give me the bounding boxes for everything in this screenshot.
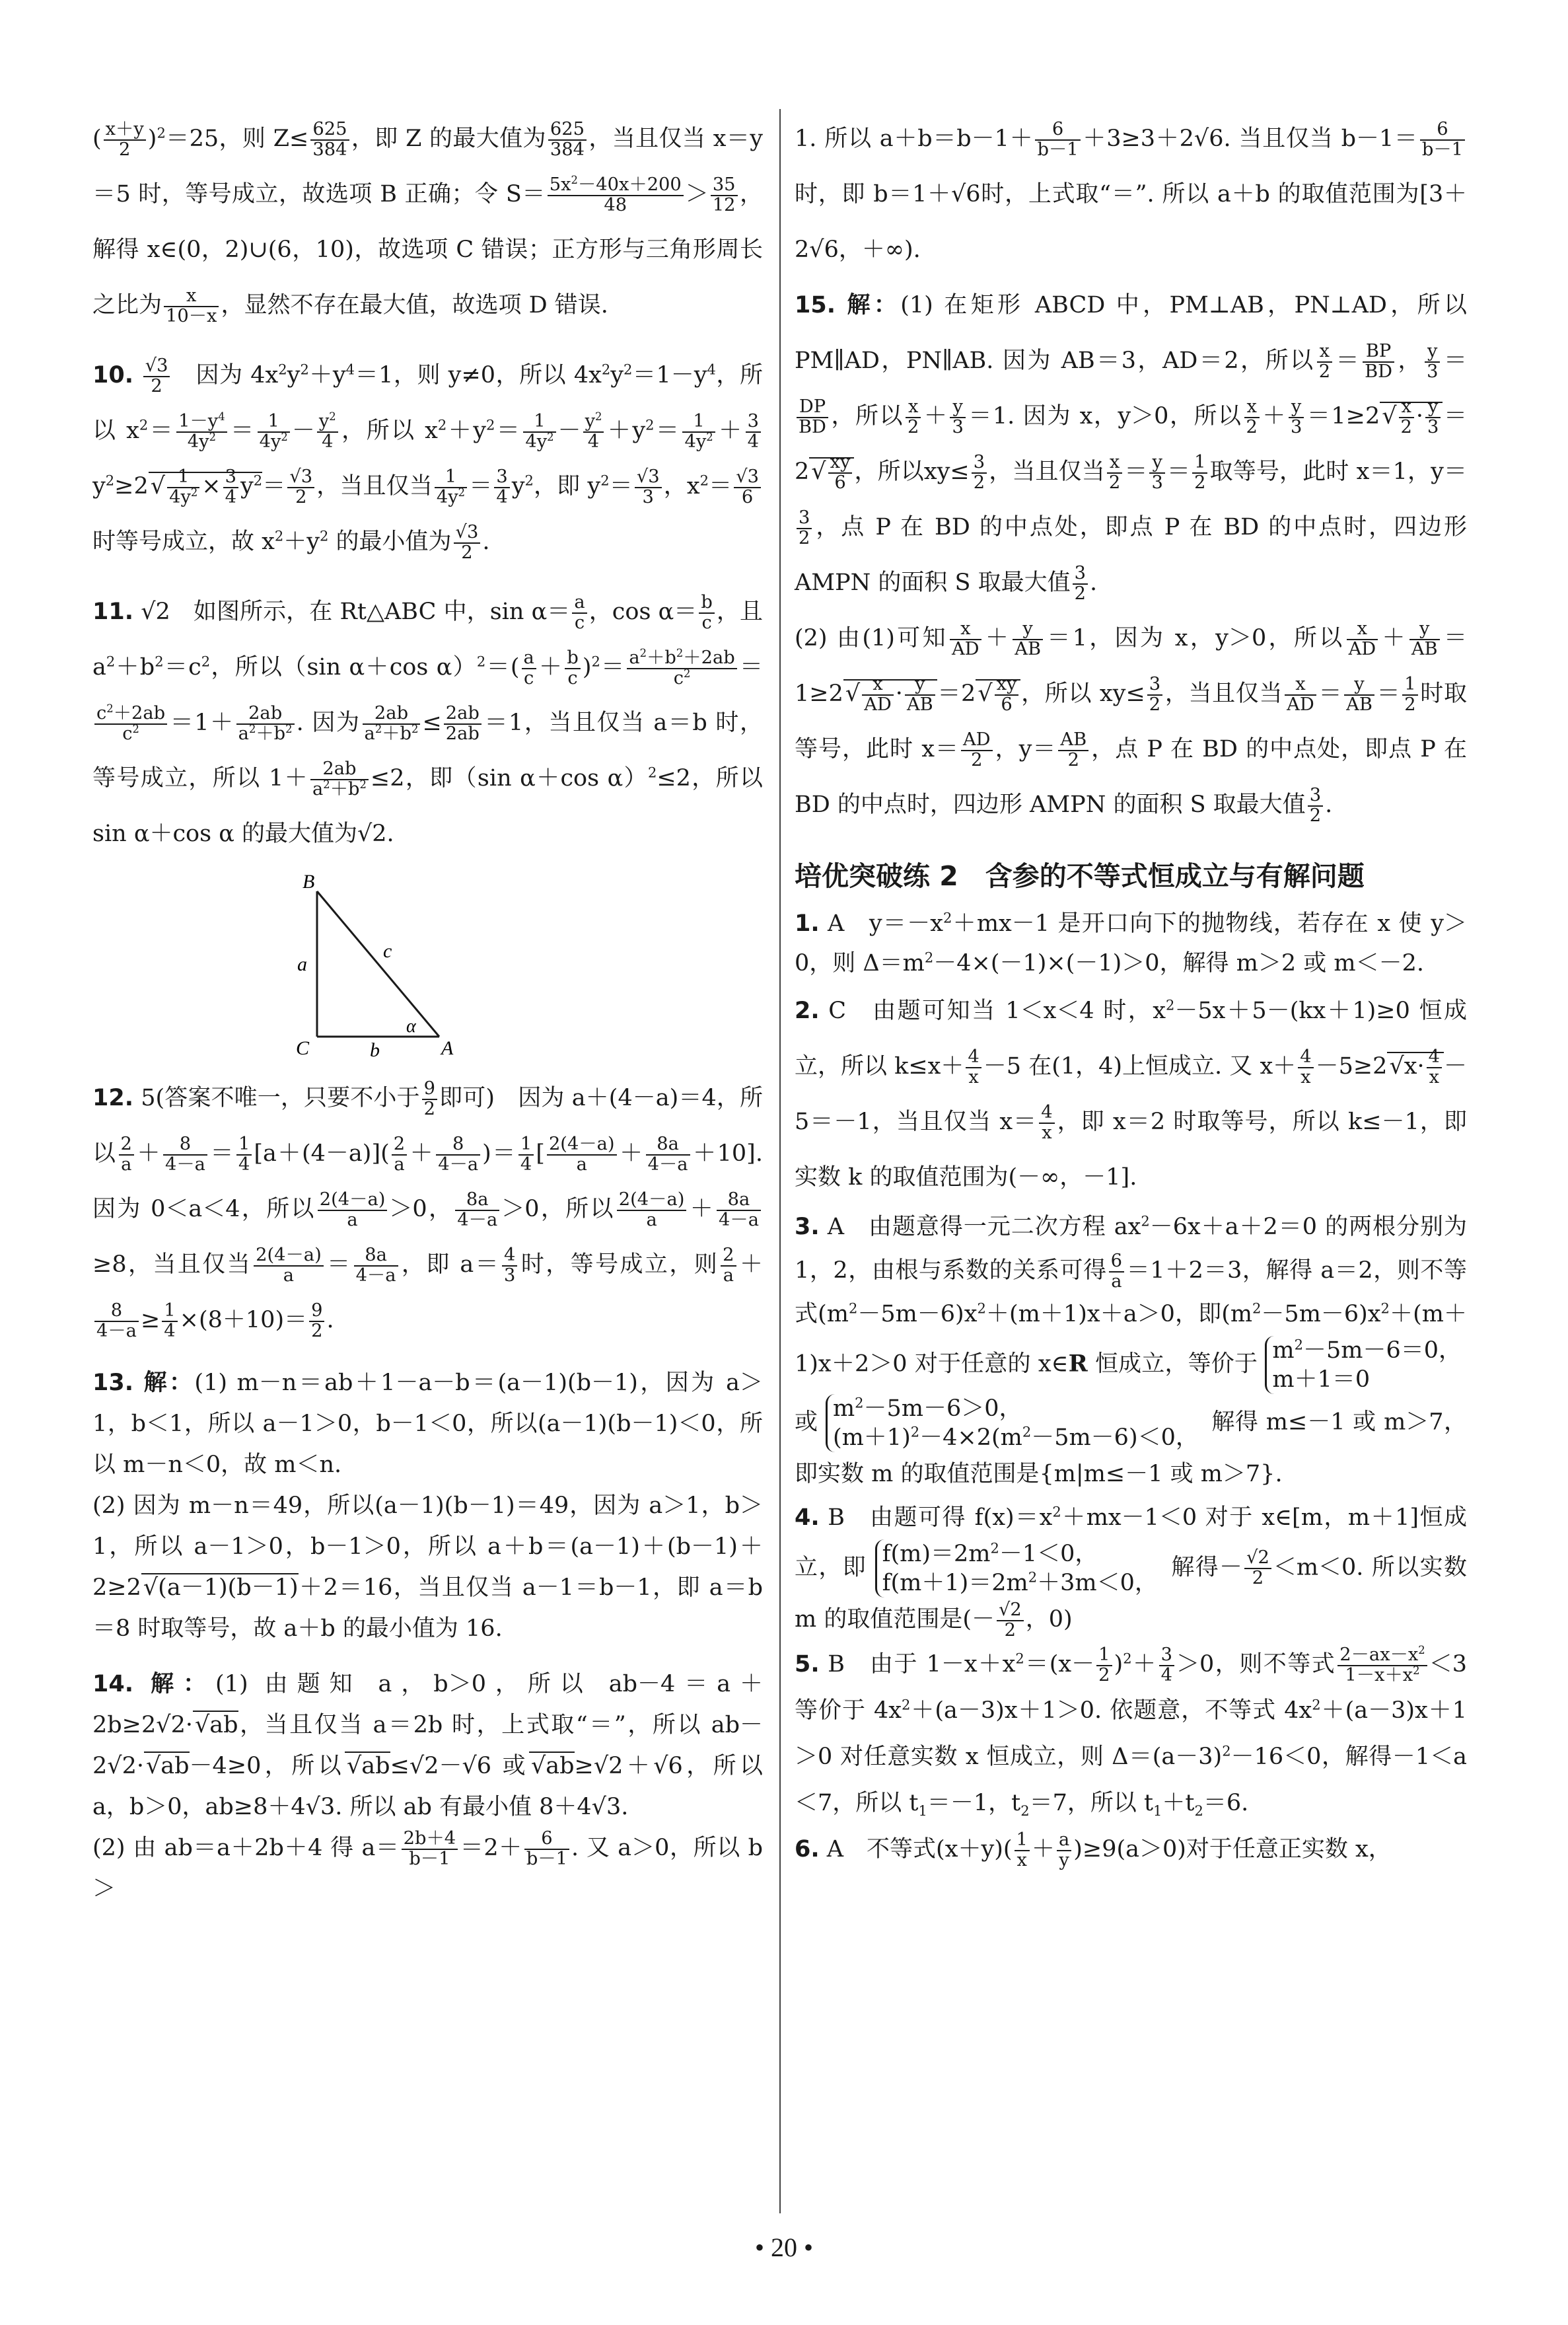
item-3: 3. A 由题意得一元二次方程 $ax^2-6x+a+2=0$ 的两根分别为 1，2，由根与系数的关系可得 $\frac{6}{a}$ ＝1＋2＝3，解得 a＝2，则不等式$(m^2-5m-6)x^2+(m+1)x+a>0$，即$(m^2-5m-6)x^2+(m+1)x+2>0$ 对于任意的 x∈R 恒成立，等价于 $m^2-5m-6=0$， m＋1＝0 或 $m^2-5m-6>0$， $(m+1)^2-4\times 2(m^2-5m-6)<0$， 解得 m≤－1 或 m＞7，即实数 m 的取值范围是{m|m≤－1 或 m＞7}. [795, 1213, 1468, 1487]
page-number: • 20 • [754, 2233, 813, 2262]
item-15: 15. 解：(1) 在矩形 ABCD 中，PM⊥AB，PN⊥AD，所以 PM∥AD，PN∥AB. 因为 AB＝3，AD＝2，所以 $\frac{x}{2}$ ＝ $\frac{BP}{BD}$ ， $\frac{y}{3}$ ＝ $\frac{DP}{BD}$ ，所以 $\frac{x}{2}$ ＋ $\frac{y}{3}$ ＝1. 因为 x，y＞0，所以 $\frac{x}{2}$ ＋ $\frac{y}{3}$ ＝1≥2√ $\frac{x}{2}$ · $\frac{y}{3}$ ＝2√ $\frac{xy}{6}$ ，所以xy≤ $\frac{3}{2}$ ，当且仅当 $\frac{x}{2}$ ＝ $\frac{y}{3}$ ＝ $\frac{1}{2}$ 取等号，此时 x＝1，y＝ $\frac{3}{2}$ ，点 P 在 BD 的中点处，即点 P 在 BD 的中点时，四边形 AMPN 的面积 S 取最大值 $\frac{3}{2}$ . (2) 由(1)可知 $\frac{x}{AD}$ ＋ $\frac{y}{AB}$ ＝1，因为 x，y＞0，所以 $\frac{x}{AD}$ ＋ $\frac{y}{AB}$ ＝1≥2√ $\frac{x}{AD}$ · $\frac{y}{AB}$ ＝2√ $\frac{xy}{6}$ ，所以 xy≤ $\frac{3}{2}$ ，当且仅当 $\frac{x}{AD}$ ＝ $\frac{y}{AB}$ ＝ $\frac{1}{2}$ 时取等号，此时 x＝ $\frac{AD}{2}$ ，y＝ $\frac{AB}{2}$ ，点 P 在 BD 的中点处，即点 P 在 BD 的中点时，四边形 AMPN 的面积 S 取最大值 $\frac{3}{2}$ . [795, 292, 1468, 826]
side-c [317, 891, 439, 1037]
label-a: a [297, 953, 307, 975]
item-5: 5. B 由于 $1-x+x^2=(x-$ $\frac{1}{2}$ )$^2$＋ $\frac{3}{4}$ ＞0，则不等式 $\frac{2-ax-x^2}{1-x+x^2}$ ＜3 等价于 $4x^2+(a-3)x+1>0$. 依题意，不等式 $4x^2+(a-3)x+1>0$ 对任意实数 x 恒成立，则 $\Delta=(a-3)^2-16<0$，解得－1＜a＜7，所以 $t_1=-1$，$t_2=7$，所以 $t_1+t_2=6$. [795, 1643, 1467, 1819]
item-6: 6. A 不等式(x＋y)( $\frac{1}{x}$ ＋ $\frac{a}{y}$ )≥9(a＞0)对于任意正实数 x， [795, 1829, 1392, 1870]
item-10: 10. $\frac{√3}{2}$ 因为 $4x^2y^2+y^4=1$，则 y≠0，所以 $4x^2y^2=1-y^4$，所以 $x^2=$ $\frac{1-y^4}{4y^2}$ ＝ $\frac{1}{4y^2}$ － $\frac{y^2}{4}$ ，所以 $x^2+y^2=$ $\frac{1}{4y^2}$ － $\frac{y^2}{4}$ $+y^2=$ $\frac{1}{4y^2}$ ＋ $\frac{3}{4}$ $y^2\ge 2√$ $\frac{1}{4y^2}$ × $\frac{3}{4}$ $y^2=$ $\frac{√3}{2}$ ，当且仅当 $\frac{1}{4y^2}$ ＝ $\frac{3}{4}$ $y^2$，即 $y^2=$ $\frac{√3}{3}$ ，$x^2=$ $\frac{√3}{6}$ 时等号成立，故 $x^2+y^2$ 的最小值为 $\frac{√3}{2}$ . [92, 355, 763, 563]
item-1: 1. A $y=-x^2+mx-1$ 是开口向下的抛物线，若存在 x 使 y＞0，则 $\Delta=m^2-4\times(-1)\times(-1)>0$，解得 m＞2 或 m＜－2. [795, 910, 1467, 977]
item-4: 4. B 由题可得 $f(x)=x^2+mx-1<0$ 对于 x∈[m，m＋1]恒成立，即 $f(m)=2m^2-1<0$， $f(m+1)=2m^2+3m<0$， 解得－ $\frac{√2}{2}$ ＜m＜0. 所以实数 m 的取值范围是(－ $\frac{√2}{2}$ ，0) [795, 1504, 1467, 1641]
section-title: 培优突破练 2 含参的不等式恒成立与有解问题 [795, 860, 1365, 892]
label-A: A [441, 1037, 454, 1059]
left-column [92, 111, 763, 1909]
item-2: 2. C 由题可知当 1＜x＜4 时，$x^2-5x+5-(kx+1)\ge 0$ 恒成立，所以 k≤x＋ $\frac{4}{x}$ －5 在(1，4)上恒成立. 又 x＋ $\frac{4}{x}$ －5≥2√x· $\frac{4}{x}$ －5＝－1，当且仅当 x＝ $\frac{4}{x}$ ，即 x＝2 时取等号，所以 k≤－1，即实数 k 的取值范围为(－∞，－1]. [795, 997, 1467, 1191]
item-12: 12. 5(答案不唯一，只要不小于 $\frac{9}{2}$ 即可) 因为 a＋(4－a)＝4，所以 $\frac{2}{a}$ ＋ $\frac{8}{4-a}$ ＝ $\frac{1}{4}$ [a＋(4－a)]( $\frac{2}{a}$ ＋ $\frac{8}{4-a}$ )＝ $\frac{1}{4}$ [ $\frac{2(4-a)}{a}$ ＋ $\frac{8a}{4-a}$ ＋10]. 因为 0＜a＜4，所以 $\frac{2(4-a)}{a}$ ＞0， $\frac{8a}{4-a}$ ＞0，所以 $\frac{2(4-a)}{a}$ ＋ $\frac{8a}{4-a}$ ≥8，当且仅当 $\frac{2(4-a)}{a}$ ＝ $\frac{8a}{4-a}$ ，即 a＝ $\frac{4}{3}$ 时，等号成立，则 $\frac{2}{a}$ ＋ $\frac{8}{4-a}$ ≥ $\frac{1}{4}$ ×(8＋10)＝ $\frac{9}{2}$ . [92, 1078, 763, 1341]
label-c: c [383, 940, 392, 962]
right-triangle-figure [291, 868, 462, 1066]
item-14: 14. 解：(1) 由题知 a，b＞0，所以 ab－4＝a＋2b≥2√2·√ab，当且仅当 a＝2b 时，上式取“＝”，所以 ab－2√2·√ab－4≥0，所以√ab≤√2－√6 或√ab≥√2＋√6，所以 a，b＞0，ab≥8＋4√3. 所以 ab 有最小值 8＋4√3. (2) 由 ab＝a＋2b＋4 得 a＝ $\frac{2b+4}{b-1}$ ＝2＋ $\frac{6}{b-1}$ . 又 a＞0，所以 b＞ [92, 1671, 764, 1903]
item-14-continued: 1. 所以 a＋b＝b－1＋ $\frac{6}{b-1}$ ＋3≥3＋2√6. 当且仅当 b－1＝ $\frac{6}{b-1}$ 时，即 b＝1＋√6时，上式取“＝”. 所以 a＋b 的取值范围为[3＋2√6，＋∞). [795, 118, 1467, 263]
label-b: b [370, 1039, 380, 1061]
item-11: 11. √2 如图所示，在 Rt△ABC 中，sin α＝ $\frac{a}{c}$ ，cos α＝ $\frac{b}{c}$ ，且 $a^2+b^2=c^2$，所以（sin α＋cos α）$^2$＝( $\frac{a}{c}$ ＋ $\frac{b}{c}$ )$^2$＝ $\frac{a^2+b^2+2ab}{c^2}$ ＝ $\frac{c^2+2ab}{c^2}$ ＝1＋ $\frac{2ab}{a^2+b^2}$ . 因为 $\frac{2ab}{a^2+b^2}$ ≤ $\frac{2ab}{2ab}$ ＝1，当且仅当 a＝b 时，等号成立，所以 1＋ $\frac{2ab}{a^2+b^2}$ ≤2，即（sin α＋cos α）$^2$≤2，所以 sin α＋cos α 的最大值为√2. [92, 591, 763, 847]
right-column [795, 111, 1467, 1872]
label-B: B [303, 871, 315, 893]
label-C: C [296, 1037, 310, 1059]
label-alpha: α [406, 1016, 416, 1037]
item-13: 13. 解：(1) m－n＝ab＋1－a－b＝(a－1)(b－1)，因为 a＞1，b＜1，所以 a－1＞0，b－1＜0，所以(a－1)(b－1)＜0，所以 m－n＜0，故 m＜n. (2) 因为 m－n＝49，所以(a－1)(b－1)＝49，因为 a＞1，b＞1，所以 a－1＞0，b－1＞0，所以 a＋b＝(a－1)＋(b－1)＋2≥2√(a－1)(b－1)＋2＝16，当且仅当 a－1＝b－1，即 a＝b＝8 时取等号，故 a＋b 的最小值为 16. [92, 1370, 763, 1642]
column-divider [779, 109, 781, 2213]
item-9-continued: ( $\frac{x+y}{2}$ )$^2$＝25，则 Z≤ $\frac{625}{384}$ ，即 Z 的最大值为 $\frac{625}{384}$ ，当且仅当 x＝y＝5 时，等号成立，故选项 B 正确；令 S＝ $\frac{5x^2-40x+200}{48}$ ＞ $\frac{35}{12}$ ，解得 x∈(0，2)∪(6，10)，故选项 C 错误；正方形与三角形周长之比为 $\frac{x}{10-x}$ ，显然不存在最大值，故选项 D 错误. [92, 118, 764, 326]
